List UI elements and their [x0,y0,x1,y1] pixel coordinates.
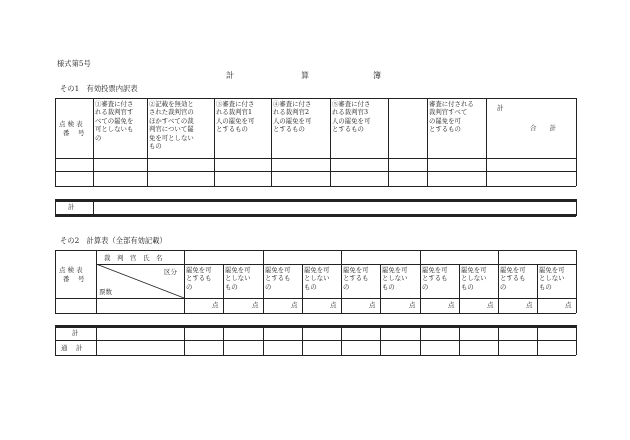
table2-subheader-yes: とするも [186,274,212,283]
table1-total-right [576,199,577,216]
table2-unit-label: 点 [487,301,494,309]
table2-total-left [55,325,56,355]
table1-column-line [388,98,389,186]
table2-unit-label: 点 [330,301,337,309]
table2-row-header-line: 番 号 [63,275,86,283]
table2-total-column-line [420,325,421,355]
table2-total-column-line [302,325,303,355]
table2-subheader-yes: 罷免を可 [186,266,212,274]
table2-category-label: 区分 [164,268,177,276]
table1-column-line [93,98,94,186]
table2-subheader-yes: の [500,282,507,291]
table1-column-header-line: 人の罷免を可 [216,116,255,125]
table1-total-left [55,199,56,216]
table1-column-line [486,98,487,186]
table1-column-header-line: の罷免を可 [429,116,461,125]
table2-column-line [498,250,499,313]
table2-subheader-no: もの [382,282,395,291]
table1-column-header-line: れる裁判官1 [216,108,253,117]
table2-column-line [184,250,185,313]
table2-total-column-line [263,325,264,355]
table2-total-column-line [459,325,460,355]
table2-total-column-line [576,325,577,355]
form-number: 様式第5号 [57,59,91,68]
table2-unit-label: 点 [526,301,533,309]
table2-subheader-no: もの [304,282,317,291]
table2-unit-label: 点 [369,301,376,309]
table1-column-line [147,98,148,186]
page-title-char-1: 計 [226,71,234,80]
table2-subheader-yes: の [186,282,193,291]
table1-column-header-line: 裁判官すべて [429,108,468,117]
table2-unit-label: 点 [409,301,416,309]
table2-subheader-no: 罷免を可 [304,266,330,274]
table2-subheader-yes: 罷免を可 [422,266,448,274]
table2-subheader-yes: とするも [422,274,448,283]
page-title-char-2: 算 [301,71,309,80]
table1-column-line [427,98,428,186]
table2-total-column-line [223,325,224,355]
table2-right-border [576,250,577,313]
table1-column-header-line: 人の罷免を可 [273,116,312,125]
table2-subheader-yes: 罷免を可 [343,266,369,274]
table1-column-line [271,98,272,186]
table2-subheader-yes: の [343,282,350,291]
table2-total-column-line [537,325,538,355]
table2-total-column-line [341,325,342,355]
table2-total-divider [96,325,97,355]
table2-subheader-yes: とするも [265,274,291,283]
table2-vote-count-label: 票数 [99,288,112,296]
table1-row-header-line: 点 検 表 [59,120,83,128]
table2-grand-total-label: 通 計 [61,344,84,352]
table2-unit-label: 点 [212,301,219,309]
table1-column-header-grand-total: 合 計 [530,124,556,132]
section2-heading: その2 計算表（全部有効記載） [60,236,167,245]
table2-subheader-no: 罷免を可 [539,266,565,274]
table1-column-header-line: 可としないも [95,125,134,134]
table2-unit-label: 点 [565,301,572,309]
table2-total-column-line [498,325,499,355]
table2-subheader-yes: とするも [500,274,526,283]
table2-total-column-line [184,325,185,355]
table2-subheader-no: もの [461,282,474,291]
table1-column-header-line: ④審査に付さ [273,100,312,108]
table1-column-header-line: れる裁判官す [95,108,134,117]
table1-column-line [55,98,56,186]
table2-subheader-no: 罷免を可 [382,266,408,274]
table1-row-header-line: 番 号 [63,129,86,137]
table1-top-border [55,98,576,99]
table2-subheader-yes: 罷免を可 [265,266,291,274]
table1-column-header-line: とするもの [332,125,364,134]
table1-column-header-line: ⑤審査に付さ [332,100,371,108]
table1-column-header-line: 判官について罷 [149,125,194,134]
table2-judge-name-label: 裁 判 官 氏 名 [104,254,163,262]
table2-total-column-line [380,325,381,355]
table1-column-header-line: ③審査に付さ [216,100,255,108]
table2-column-line [223,264,224,313]
table1-column-header-line: ②記載を無効と [149,100,194,108]
table2-unit-row-bottom [55,313,576,314]
table2-subheader-no: としない [461,274,487,283]
table1-total-top [55,199,576,202]
table2-left-border [55,250,56,313]
table1-column-header-line: れる裁判官2 [273,108,310,117]
table1-total-label: 計 [68,203,75,211]
table1-column-header-line: れる裁判官3 [332,108,369,117]
table1-column-line [576,98,577,186]
table2-unit-label: 点 [448,301,455,309]
table1-column-header-line: 審査に付される [429,100,474,108]
table2-unit-label: 点 [252,301,259,309]
table2-column-line [537,264,538,313]
table2-subheader-no: としない [304,274,330,283]
table2-subheader-no: としない [539,274,565,283]
table2-subheader-no: としない [382,274,408,283]
page-title-char-3: 簿 [373,71,381,80]
table1-column-header-line: もの [149,142,162,150]
table1-column-header-line: ①審査に付さ [95,100,134,108]
table1-column-header-line: とするもの [273,125,305,134]
table1-header-bottom [55,158,576,159]
table1-total-bottom [55,214,576,217]
table1-column-header-line: 人の罷免を可 [332,116,371,125]
table2-total-bottom [55,355,576,356]
table2-subheader-no: もの [225,282,238,291]
table1-column-header-line: された裁判官の [149,108,194,117]
table1-column-header-subtotal: 計 [497,104,504,112]
table1-column-line [214,98,215,186]
table1-row-line [55,171,576,172]
table2-column-line [302,264,303,313]
table2-total-label: 計 [72,329,79,337]
table2-subheader-yes: 罷免を可 [500,266,526,274]
table1-row-line [55,186,576,187]
table1-total-divider [93,199,94,216]
table2-column-line [420,250,421,313]
table2-column-line [459,264,460,313]
table2-column-line [380,264,381,313]
table2-subheader-no: もの [539,282,552,291]
table2-column-line [263,250,264,313]
table2-row-header-line: 点 検 表 [59,266,83,274]
table1-column-header-line: 免を可としない [149,133,194,142]
section1-heading: その1 有効投票内訳表 [60,84,138,93]
table2-column-line [341,250,342,313]
table1-column-header-line: の [95,133,102,142]
table1-column-header-line: べての罷免を [95,116,134,125]
table2-subheader-yes: の [265,282,272,291]
table1-column-header-line: ほかすべての裁 [149,116,194,125]
table2-subheader-no: 罷免を可 [225,266,251,274]
table2-subheader-no: 罷免を可 [461,266,487,274]
table2-subheader-no: としない [225,274,251,283]
table2-unit-label: 点 [291,301,298,309]
table1-column-header-line: とするもの [429,125,461,134]
table2-subheader-yes: とするも [343,274,369,283]
table1-column-line [330,98,331,186]
table2-subheader-yes: の [422,282,429,291]
table1-column-header-line: とするもの [216,125,248,134]
